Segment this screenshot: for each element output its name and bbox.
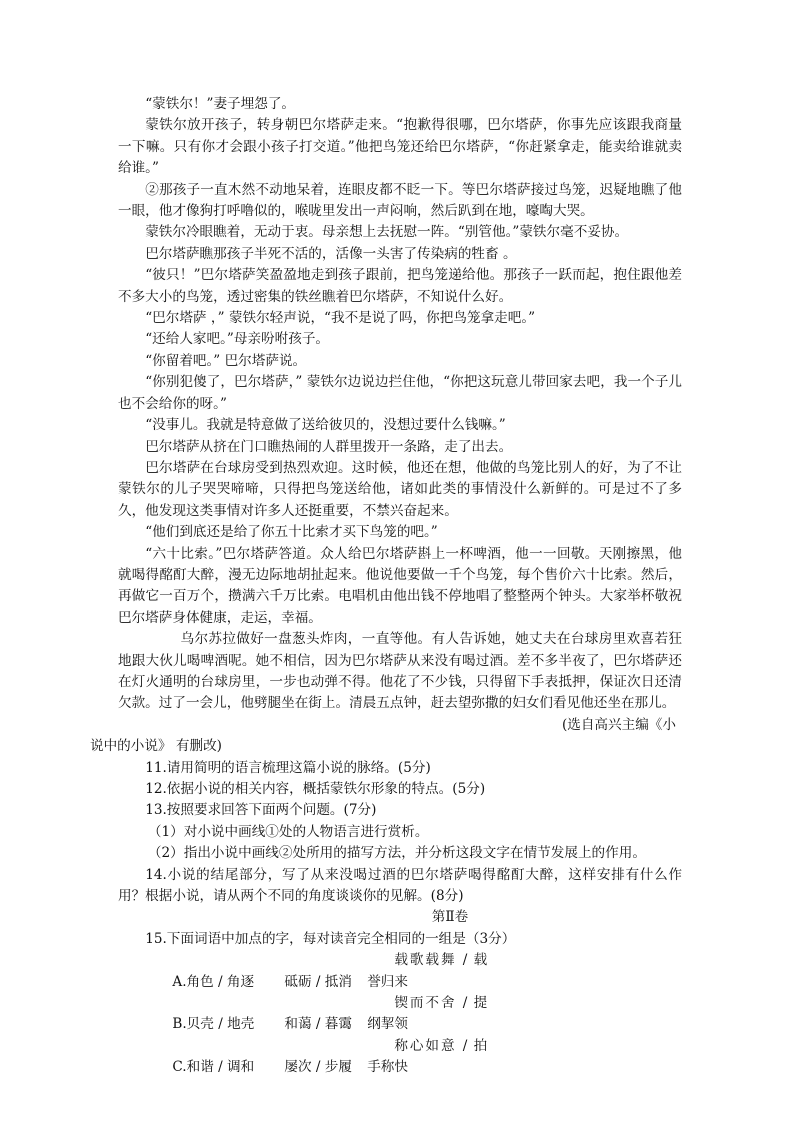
story-paragraph: “蒙铁尔！”妻子埋怨了。 (145, 96, 296, 112)
story-paragraph: “还给人家吧。”母亲吩咐孩子。 (145, 331, 330, 348)
story-paragraph: “你别犯傻了，巴尔塔萨，” 蒙铁尔边说边拦住他，“你把这玩意儿带回家去吧，我一个子儿也不会给你的呀。” (118, 374, 682, 412)
story-paragraph: 蒙铁尔放开孩子，转身朝巴尔塔萨走来。“抱歉得很哪，巴尔塔萨，你事先应该跟我商量一下嘛。只有你才会跟小孩子打交道。”他把鸟笼还给巴尔塔萨，“你赶紧拿走，能卖给谁就卖给谁。” (118, 117, 682, 177)
story-paragraph: “巴尔塔萨 ，” 蒙铁尔轻声说，“我不是说了吗，你把鸟笼拿走吧。” (145, 310, 536, 327)
option-a-pair-2: 砥砺 / 抵消 (284, 973, 352, 990)
option-c-pair-1: C.和谐 / 调和 (172, 1059, 255, 1076)
part-2-title: 第Ⅱ卷 (431, 909, 469, 926)
option-b (118, 993, 682, 1036)
story-paragraph: 巴尔塔萨从挤在门口瞧热闹的人群里拨开一条路，走了出去。 (145, 438, 513, 455)
question-15 (118, 929, 682, 1079)
story-paragraph: 巴尔塔萨在台球房受到热烈欢迎。这时候，他还在想，他做的鸟笼比别人的好，为了不让蒙铁尔的儿子哭哭啼啼，只得把鸟笼送给他，诸如此类的事情没什么新鲜的。可是过不了多久，他发现这类事情对许多人还挺重要，不禁兴奋起来。 (118, 459, 682, 519)
option-c-pair-2: 屡次 / 步履 (284, 1059, 352, 1076)
source-citation-cont: 说中的小说》 有删改) (90, 738, 222, 755)
story-paragraph: “他们到底还是给了你五十比索才买下鸟笼的吧。” (145, 524, 438, 541)
question-13-part-2: （2）指出小说中画线②处所用的描写方法，并分析这段文字在情节发展上的作用。 (147, 845, 646, 862)
question-14: 14.小说的结尾部分，写了从来没喝过酒的巴尔塔萨喝得酩酊大醉，这样安排有什么作用？根据小说，请从两个不同的角度谈谈你的见解。(8分) (118, 866, 682, 905)
option-b-pair-2: 和蔼 / 暮霭 (284, 1016, 352, 1033)
page-content (90, 94, 682, 1079)
option-b-pair-3: 锲而不舍 / 提纲挈领 (367, 995, 488, 1033)
question-15-stem: 15.下面词语中加点的字，每对读音完全相同的一组是（3分） (145, 930, 516, 947)
option-a-pair-3: 载歌载舞 / 载誉归来 (367, 952, 488, 990)
story-paragraph: “没事儿。我就是特意做了送给彼贝的，没想过要什么钱嘛。” (145, 417, 506, 434)
story-paragraph: ②那孩子一直木然不动地呆着，连眼皮都不眨一下。等巴尔塔萨接过鸟笼，迟疑地瞧了他一眼，他才像狗打呼噜似的，喉咙里发出一声闷响，然后趴到在地，嚎啕大哭。 (118, 181, 682, 220)
questions (118, 758, 682, 908)
question-11: 11.请用简明的语言梳理这篇小说的脉络。(5分) (145, 759, 431, 776)
story-paragraph: 巴尔塔萨瞧那孩子半死不活的，活像一头害了传染病的牲畜 。 (145, 245, 517, 262)
question-13: 13.按照要求回答下面两个问题。(7分) (145, 802, 377, 819)
question-12: 12.依据小说的相关内容，概括蒙铁尔形象的特点。(5分) (145, 781, 486, 797)
story-paragraph: “六十比索。”巴尔塔萨答道。众人给巴尔塔萨斟上一杯啤酒，他一一回敬。天刚擦黑，他就喝得酩酊大醉，漫无边际地胡扯起来。他说他要做一千个鸟笼，每个售价六十比索。然后，再做它一百万个，攒满六千万比索。电唱机由他出钱不停地唱了整整两个钟头。大家举杯敬祝巴尔塔萨身体健康，走运，幸福。 (118, 545, 682, 626)
story-paragraph: “你留着吧。” 巴尔塔萨说。 (145, 352, 307, 369)
story-paragraph: “彼只！”巴尔塔萨笑盈盈地走到孩子跟前，把鸟笼递给他。那孩子一跃而起，抱住跟他差不多大小的鸟笼，透过密集的铁丝瞧着巴尔塔萨，不知说什么好。 (118, 267, 682, 305)
option-c-pair-3: 称心如意 / 拍手称快 (367, 1037, 488, 1076)
story-paragraph: 乌尔苏拉做好一盘葱头炸肉，一直等他。有人告诉她，她丈夫在台球房里欢喜若狂地跟大伙儿喝啤酒呢。她不相信，因为巴尔塔萨从来没有喝过酒。差不多半夜了，巴尔塔萨还在灯火通明的台球房里，一步也动弹不得。他花了不少钱，只得留下手表抵押，保证次日还清欠款。过了一会儿，他劈腿坐在街上。清晨五点钟，赶去望弥撒的妇女们看见他还坐在那儿。 (118, 631, 682, 712)
story-paragraph: 蒙铁尔冷眼瞧着，无动于衷。母亲想上去抚慰一阵。“别管他。”蒙铁尔毫不妥协。 (145, 224, 629, 241)
source-citation: (选自高兴主编《小 (561, 716, 676, 733)
option-b-pair-1: B.贝壳 / 地壳 (172, 1016, 255, 1033)
question-13-part-1: （1）对小说中画线①处的人物语言进行赏析。 (147, 823, 429, 840)
story-text (118, 94, 682, 715)
option-a-pair-1: A.角色 / 角逐 (172, 973, 255, 990)
option-a (118, 950, 682, 993)
option-c (118, 1036, 682, 1079)
